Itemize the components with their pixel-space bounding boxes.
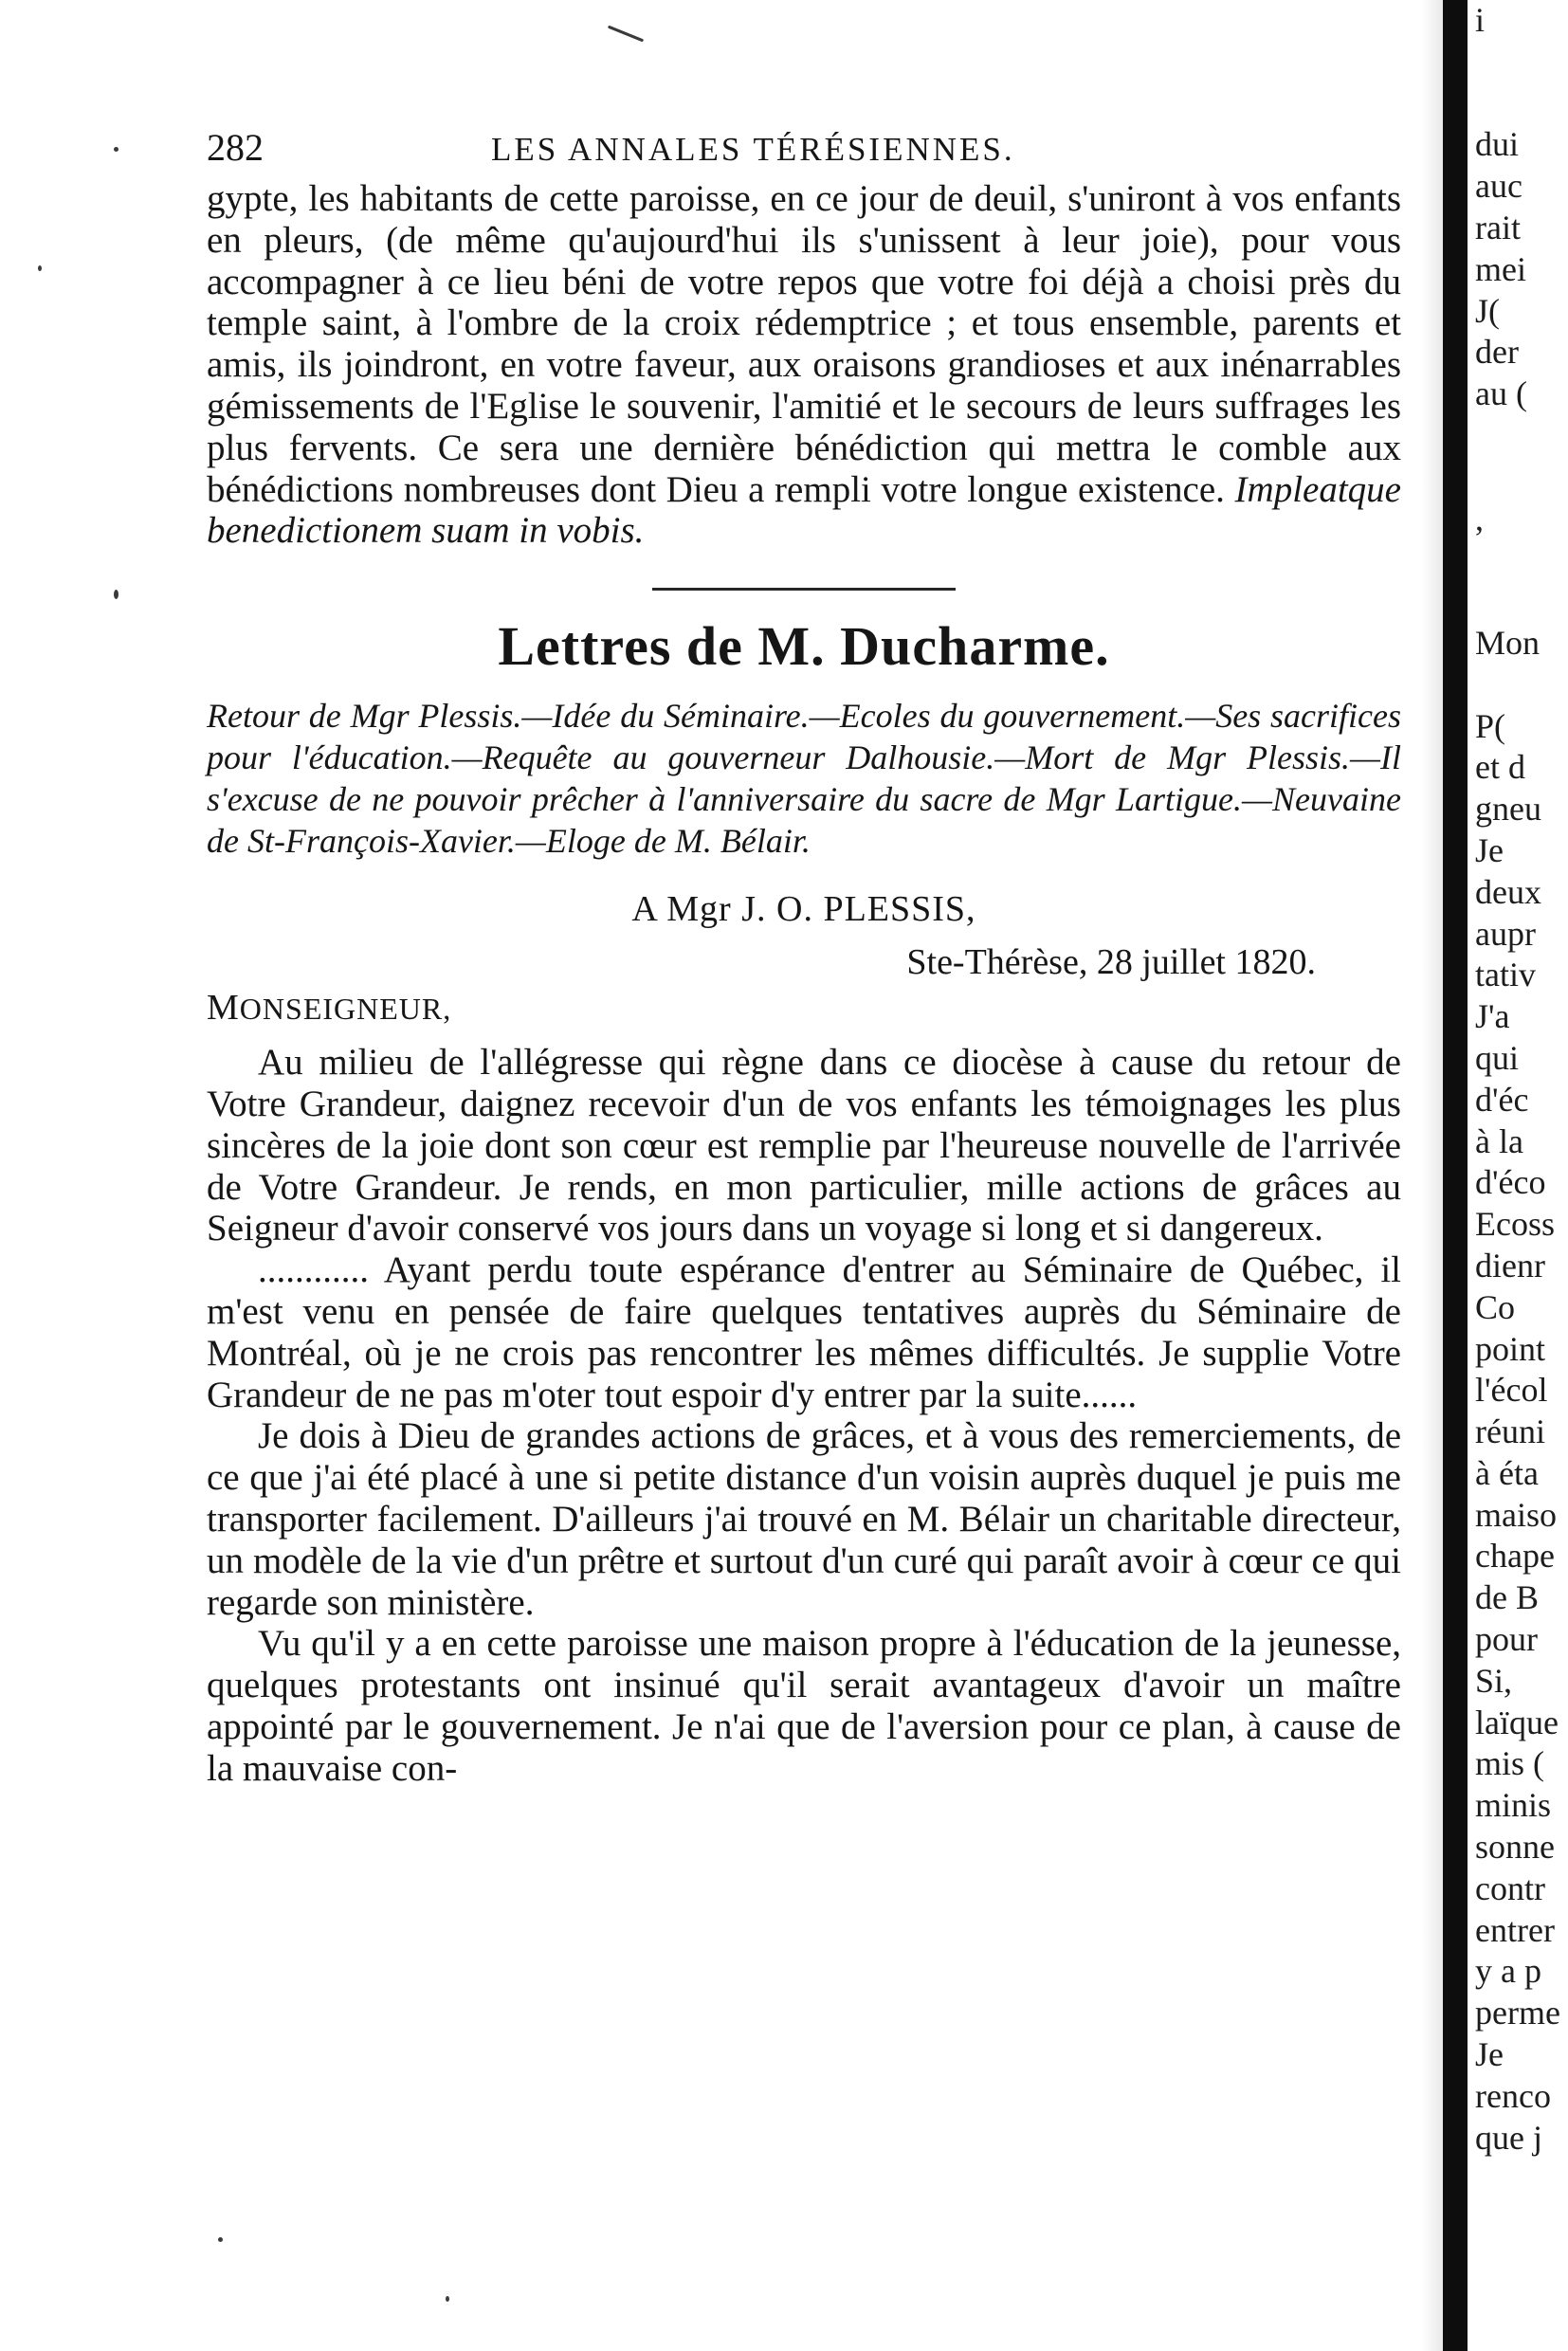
adjacent-page-fragment: deux [1475, 872, 1541, 911]
letter-paragraph: Vu qu'il y a en cette paroisse une maison propre à l'éducation de la jeunesse, quelques protestants ont insinué qu'il serait avantageux d'avoir un maître appointé par le gouvernement. Je n'ai que de l'aversion pour ce plan, à cause de la mauvaise con- [207, 1623, 1401, 1789]
adjacent-page-fragment: maiso [1475, 1495, 1557, 1534]
adjacent-page-fragment: Mon [1475, 623, 1541, 662]
ink-speck [38, 265, 42, 271]
adjacent-page-fragment: l'écol [1475, 1371, 1548, 1410]
adjacent-page-fragment: P( [1475, 706, 1506, 745]
adjacent-page-fragment: minis [1475, 1786, 1552, 1825]
adjacent-page-fragment [1475, 415, 1568, 457]
adjacent-page-fragment [1475, 581, 1568, 623]
adjacent-page-fragment: pour [1475, 1620, 1538, 1659]
letter-paragraph: Je dois à Dieu de grandes actions de grâces, et à vous des remerciements, de ce que j'ai été placé à une si petite distance d'un voisin auprès duquel je puis me transporter facilement. D'ailleurs j'ai trouvé en M. Bélair un charitable directeur, un modèle de la vie d'un prêtre et surtout d'un curé qui paraît avoir à cœur ce qui regarde son ministère. [207, 1415, 1401, 1623]
salutation-rest: ONSEIGNEUR, [239, 992, 452, 1027]
adjacent-page-fragment: d'éco [1475, 1163, 1546, 1202]
adjacent-page-fragment: sonne [1475, 1828, 1555, 1867]
adjacent-page-fragment: chape [1475, 1537, 1555, 1576]
adjacent-page-fragment: der [1475, 333, 1519, 372]
letter-paragraph: ............ Ayant perdu toute espérance d'entrer au Séminaire de Québec, il m'est venu en pensée de faire quelques tentatives auprès du Séminaire de Montréal, où je ne crois pas rencontrer les mêmes difficultés. Je supplie Votre Grandeur de ne pas m'oter tout espoir d'y entrer par la suite...... [207, 1249, 1401, 1415]
adjacent-page-fragment: i [1475, 1, 1486, 39]
adjacent-page-fragment: J( [1475, 291, 1500, 330]
page-number: 282 [207, 126, 264, 169]
adjacent-page-fragment [1475, 42, 1568, 83]
binding-shadow [1422, 0, 1443, 2351]
adjacent-page-fragment: mis ( [1475, 1744, 1545, 1783]
section-title: Lettres de M. Ducharme. [498, 615, 1110, 678]
adjacent-page-fragment: , [1475, 499, 1484, 538]
adjacent-page-fragment: d'éc [1475, 1080, 1529, 1119]
adjacent-page-fragment [1475, 83, 1568, 125]
letter-addressee: A Mgr J. O. PLESSIS, [631, 889, 976, 930]
adjacent-page-fragment: dui [1475, 125, 1520, 164]
adjacent-page-fragment: Je [1475, 830, 1504, 869]
letter-paragraph: Au milieu de l'allégresse qui règne dans ce diocèse à cause du retour de Votre Grandeur, daignez recevoir d'un de vos enfants les témoignages les plus sincères de la joie dont son cœur est remplie par l'heureuse nouvelle de l'arrivée de Votre Grandeur. Je rends, en mon particulier, mille actions de grâces au Seigneur d'avoir conservé vos jours dans un voyage si long et si dangereux. [207, 1042, 1401, 1249]
ink-speck [218, 2237, 223, 2242]
adjacent-page-fragment: Je [1475, 2035, 1504, 2074]
running-title: LES ANNALES TÉRÉSIENNES. [491, 131, 1015, 168]
adjacent-page-fragment: Ecoss [1475, 1205, 1555, 1244]
adjacent-page-fragment: aupr [1475, 914, 1536, 953]
adjacent-page-fragment: J'a [1475, 997, 1510, 1036]
salutation-initial: M [207, 988, 240, 1029]
ink-speck [446, 2296, 449, 2302]
adjacent-page-fragment: laïque [1475, 1703, 1559, 1741]
adjacent-page-fragment: tativ [1475, 956, 1536, 994]
ink-speck [114, 147, 119, 152]
adjacent-page-fragment: au ( [1475, 374, 1527, 413]
opening-paragraph-text: gypte, les habitants de cette paroisse, en ce jour de deuil, s'uniront à vos enfants en pleurs, (de même qu'aujourd'hui ils s'unissent à leur joie), pour vous accompagner à ce lieu béni de votre repos que votre foi déjà a choisi près du temple saint, à l'ombre de la croix rédemptrice ; et tous ensemble, parents et amis, ils joindront, en votre faveur, aux oraisons grandioses et aux inénarrables gémissements de l'Eglise le souvenir, l'amitié et le secours de leurs suffrages les plus fervents. Ce sera une dernière bénédiction qui mettra le comble aux bénédictions nombreuses dont Dieu a rempli votre longue existence. [207, 178, 1401, 510]
section-summary: Retour de Mgr Plessis.—Idée du Séminaire.—Ecoles du gouvernement.—Ses sacrifices pour l'éducation.—Requête au gouverneur Dalhousie.—Mort de Mgr Plessis.—Il s'excuse de ne pouvoir prêcher à l'anniversaire du sacre de Mgr Lartigue.—Neuvaine de St-François-Xavier.—Eloge de M. Bélair. [207, 697, 1401, 861]
adjacent-page-fragment: contr [1475, 1868, 1545, 1907]
adjacent-page-fragment: réuni [1475, 1412, 1545, 1451]
opening-paragraph [207, 178, 1401, 552]
letter-salutation [207, 987, 1401, 1029]
adjacent-page-fragment: gneu [1475, 790, 1541, 829]
adjacent-page-fragment [1475, 457, 1568, 499]
letter-dateline: Ste-Thérèse, 28 juillet 1820. [906, 942, 1316, 983]
adjacent-page-fragment: que j [1475, 2118, 1542, 2157]
adjacent-page-fragment: Si, [1475, 1661, 1513, 1700]
ink-speck [114, 590, 119, 599]
adjacent-page-fragment: à éta [1475, 1453, 1539, 1492]
adjacent-page-fragment: mei [1475, 249, 1526, 288]
section-divider [652, 588, 956, 591]
adjacent-page-fragment [1475, 665, 1568, 706]
adjacent-page-fragment [1475, 539, 1568, 581]
adjacent-page-fragment: qui [1475, 1038, 1520, 1077]
adjacent-page-fragment: de B [1475, 1578, 1539, 1617]
adjacent-page-fragment: point [1475, 1329, 1546, 1368]
adjacent-page-fragment: renco [1475, 2076, 1551, 2115]
adjacent-page-fragment: rait [1475, 208, 1521, 246]
adjacent-page-fragment: dienr [1475, 1246, 1545, 1285]
adjacent-page-fragment: perme [1475, 1994, 1560, 2032]
adjacent-page-fragment: à la [1475, 1121, 1523, 1160]
adjacent-page-fragments [1475, 0, 1568, 2351]
page-edge-bar [1443, 0, 1468, 2351]
adjacent-page-fragment: Co [1475, 1287, 1516, 1326]
adjacent-page-fragment: entrer [1475, 1910, 1555, 1949]
main-text-column [207, 112, 1401, 1790]
adjacent-page-fragment: y a p [1475, 1952, 1541, 1991]
adjacent-page-fragment: et d [1475, 748, 1525, 787]
page-header [207, 112, 1401, 178]
latin-quotation: Impleatque benedictionem suam in vobis. [207, 468, 1401, 552]
adjacent-page-fragment: auc [1475, 167, 1522, 206]
letter-body [207, 1042, 1401, 1789]
ink-speck [608, 26, 644, 43]
